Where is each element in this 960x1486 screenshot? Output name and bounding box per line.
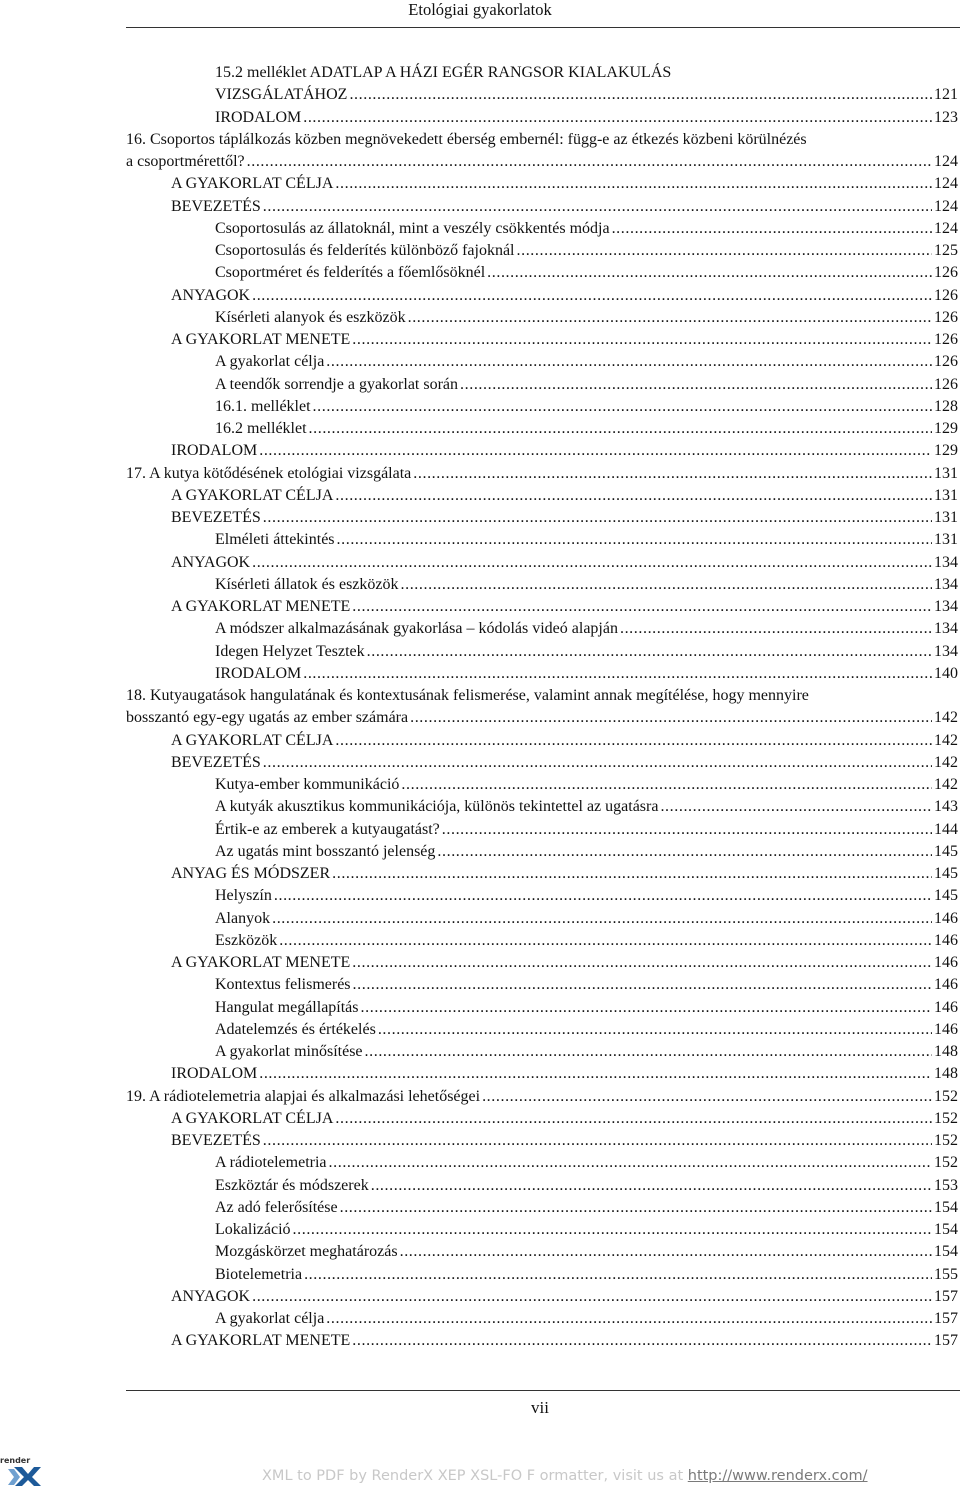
toc-entry[interactable] [126,1063,958,1085]
toc-entry[interactable] [126,952,958,974]
toc-page-number: 131 [934,464,958,482]
toc-page-number: 157 [934,1310,958,1327]
watermark-text: XML to PDF by RenderX XEP XSL-FO F ormatter, visit us at [262,1468,684,1484]
dot-leader [437,841,932,863]
toc-entry-title: Az ugatás mint bosszantó jelenség [215,842,436,860]
toc-entry-title: Az adó felerősítése [215,1198,338,1216]
toc-entry-title: A kutyák akusztikus kommunikációja, különös tekintettel az ugatásra [215,798,659,816]
dot-leader [408,307,932,329]
toc-entry[interactable] [126,974,958,996]
dot-leader [620,618,932,640]
dot-leader [279,930,932,952]
dot-leader [410,707,932,729]
toc-entry[interactable] [126,218,958,240]
dot-leader [349,84,932,106]
toc-page-number: 125 [934,242,958,259]
footer-rule [126,1390,960,1391]
toc-entry-title: Csoportméret és felderítés a főemlősöknél [215,264,486,282]
dot-leader [340,1197,932,1219]
toc-entry[interactable] [126,1019,958,1041]
toc-page-number: 124 [934,197,958,215]
dot-leader [401,774,932,796]
dot-leader [313,396,932,418]
toc-page-number: 131 [934,486,958,504]
toc-page-number: 157 [934,1332,958,1350]
toc-page-number: 142 [934,753,958,771]
dot-leader [309,418,932,440]
dot-leader [252,285,932,307]
toc-entry-title: Eszköztár és módszerek [215,1176,369,1194]
toc-entry[interactable] [126,285,958,307]
toc-page-number: 142 [934,709,958,727]
toc-entry[interactable] [126,930,958,952]
toc-entry[interactable] [126,240,958,262]
dot-leader [326,1308,932,1330]
toc-page-number: 145 [934,842,958,860]
toc-page-number: 145 [934,865,958,882]
renderx-watermark [262,1468,868,1484]
toc-entry[interactable] [126,151,958,173]
dot-leader [413,463,932,485]
toc-entry[interactable] [126,641,958,663]
toc-entry-title: BEVEZETÉS [171,1132,261,1149]
table-of-contents [126,62,958,1353]
toc-entry[interactable] [126,262,958,284]
toc-page-number: 121 [934,86,958,104]
toc-entry-title: Biotelemetria [215,1265,303,1283]
toc-entry-title: 16.1. melléklet [215,397,311,415]
toc-entry[interactable] [126,129,958,151]
toc-entry-title: 19. A rádiotelemetria alapjai és alkalmazási lehetőségei [126,1087,481,1105]
dot-leader [460,374,932,396]
dot-leader [326,351,932,373]
toc-page-number: 124 [934,219,958,237]
dot-leader [263,507,932,529]
toc-entry[interactable] [126,62,958,84]
dot-leader [252,552,932,574]
toc-entry-title: A GYAKORLAT CÉLJA [171,175,334,193]
toc-page-number: 134 [934,620,958,638]
toc-entry-title: A GYAKORLAT MENETE [171,954,351,971]
dot-leader [352,1330,932,1352]
toc-entry-title: A rádiotelemetria [215,1154,327,1172]
dot-leader [335,173,932,195]
toc-entry[interactable] [126,752,958,774]
toc-entry-title: BEVEZETÉS [171,753,261,771]
toc-entry[interactable] [126,1175,958,1197]
toc-entry[interactable] [126,463,958,485]
toc-page-number: 126 [934,286,958,304]
toc-entry[interactable] [126,796,958,818]
toc-entry[interactable] [126,440,958,462]
dot-leader [335,1108,932,1130]
toc-entry[interactable] [126,396,958,418]
header-rule [126,27,960,28]
toc-entry[interactable] [126,685,958,707]
toc-entry-title: Kutya-ember kommunikáció [215,776,400,793]
toc-entry-title: A módszer alkalmazásának gyakorlása – kódolás videó alapján [215,620,618,638]
dot-leader [335,730,932,752]
toc-entry-title: A teendők sorrendje a gyakorlat során [215,375,459,393]
toc-page-number: 123 [934,108,958,126]
dot-leader [361,997,932,1019]
logo-text: render [0,1456,31,1465]
toc-page-number: 131 [934,531,958,549]
dot-leader [304,1264,932,1286]
toc-entry[interactable] [126,196,958,218]
dot-leader [252,1286,932,1308]
toc-entry[interactable] [126,596,958,618]
toc-entry[interactable] [126,374,958,396]
dot-leader [612,218,932,240]
dot-leader [263,1130,932,1152]
toc-page-number: 142 [934,776,958,793]
toc-page-number: 146 [934,1020,958,1038]
toc-entry-title: Kontextus felismerés [215,976,351,994]
toc-entry-title: A GYAKORLAT MENETE [171,598,351,615]
toc-entry[interactable] [126,173,958,195]
dot-leader [352,596,932,618]
dot-leader [247,151,932,173]
toc-entry[interactable] [126,351,958,373]
toc-page-number: 154 [934,1243,958,1261]
toc-entry[interactable] [126,1041,958,1063]
toc-entry[interactable] [126,707,958,729]
toc-page-number: 153 [934,1176,958,1194]
dot-leader [293,1219,932,1241]
toc-entry[interactable] [126,307,958,329]
toc-page-number: 154 [934,1221,958,1238]
toc-entry[interactable] [126,819,958,841]
toc-entry[interactable] [126,1197,958,1219]
toc-entry-title: Idegen Helyzet Tesztek [215,642,365,660]
toc-entry[interactable] [126,1241,958,1263]
toc-entry[interactable] [126,1108,958,1130]
toc-entry-title: ANYAGOK [171,553,251,571]
toc-page-number: 126 [934,308,958,326]
toc-entry[interactable] [126,1219,958,1241]
toc-entry[interactable] [126,1330,958,1352]
toc-page-number: 131 [934,509,958,526]
toc-entry-title: Hangulat megállapítás [215,998,359,1016]
toc-page-number: 148 [934,1065,958,1083]
toc-entry-title: 16. Csoportos táplálkozás közben megnövekedett éberség embernél: függ-e az étkezés közbeni körülnézés [126,130,807,148]
toc-entry-title: A GYAKORLAT CÉLJA [171,486,334,504]
toc-page-number: 144 [934,820,958,838]
toc-page-number: 148 [934,1043,958,1060]
toc-page-number: 146 [934,976,958,994]
toc-entry-title: 16.2 melléklet [215,420,307,437]
toc-entry[interactable] [126,107,958,129]
toc-entry-title: A GYAKORLAT CÉLJA [171,731,334,749]
toc-entry[interactable] [126,885,958,907]
toc-entry-title: A GYAKORLAT CÉLJA [171,1109,334,1127]
toc-entry-title: Alanyok [215,909,271,927]
toc-entry[interactable] [126,507,958,529]
toc-entry-title: A GYAKORLAT MENETE [171,1332,351,1350]
toc-page-number: 129 [934,420,958,437]
toc-entry[interactable] [126,863,958,885]
toc-page-number: 146 [934,954,958,971]
toc-entry-title: A gyakorlat célja [215,353,325,371]
toc-entry[interactable] [126,418,958,440]
toc-entry-title: Kísérleti alanyok és eszközök [215,308,406,326]
toc-page-number: 152 [934,1087,958,1105]
toc-entry-title: bosszantó egy-egy ugatás az ember számára [126,709,409,727]
dot-leader [378,1019,932,1041]
toc-page-number: 155 [934,1265,958,1283]
toc-entry-title: Eszközök [215,931,278,949]
toc-page-number: 146 [934,931,958,949]
dot-leader [365,1041,932,1063]
dot-leader [303,107,932,129]
toc-page-number: 124 [934,153,958,170]
running-header: Etológiai gyakorlatok [408,0,552,19]
toc-page-number: 152 [934,1132,958,1149]
dot-leader [332,863,932,885]
dot-leader [442,819,932,841]
toc-page-number: 124 [934,175,958,193]
toc-entry-title: ANYAGOK [171,286,251,304]
toc-entry[interactable] [126,84,958,106]
toc-entry-title: 17. A kutya kötődésének etológiai vizsgálata [126,464,412,482]
toc-page-number: 152 [934,1109,958,1127]
toc-page-number: 152 [934,1154,958,1172]
toc-entry-title: BEVEZETÉS [171,197,261,215]
toc-entry[interactable] [126,618,958,640]
toc-page-number: 128 [934,397,958,415]
toc-entry-title: Értik-e az emberek a kutyaugatást? [215,820,440,838]
toc-page-number: 126 [934,353,958,371]
dot-leader [367,641,932,663]
dot-leader [263,752,932,774]
toc-entry-title: Adatelemzés és értékelés [215,1020,376,1038]
toc-entry-title: Kísérleti állatok és eszközök [215,575,399,593]
page-number: vii [531,1398,549,1417]
toc-entry[interactable] [126,908,958,930]
toc-entry-title: Elméleti áttekintés [215,531,335,549]
dot-leader [272,908,932,930]
toc-page-number: 126 [934,264,958,282]
toc-entry[interactable] [126,329,958,351]
dot-leader [303,663,932,685]
toc-page-number: 134 [934,553,958,571]
dot-leader [337,529,932,551]
renderx-link[interactable]: http://www.renderx.com/ [687,1468,868,1484]
toc-entry[interactable] [126,1286,958,1308]
toc-entry-title: Mozgáskörzet meghatározás [215,1243,398,1261]
dot-leader [259,440,932,462]
renderx-logo-icon [0,1453,42,1486]
toc-entry[interactable] [126,1086,958,1108]
toc-page-number: 142 [934,731,958,749]
toc-entry-title: VIZSGÁLATÁHOZ [215,86,348,104]
toc-entry[interactable] [126,1264,958,1286]
toc-entry-title: ANYAGOK [171,1287,251,1305]
toc-entry[interactable] [126,841,958,863]
dot-leader [274,885,932,907]
toc-entry-title: IRODALOM [171,442,258,460]
toc-page-number: 134 [934,575,958,593]
toc-entry[interactable] [126,1152,958,1174]
toc-page-number: 154 [934,1198,958,1216]
toc-entry-title: Helyszín [215,887,272,905]
toc-entry[interactable] [126,997,958,1019]
toc-page-number: 126 [934,375,958,393]
dot-leader [329,1152,932,1174]
dot-leader [371,1175,932,1197]
toc-page-number: 140 [934,664,958,682]
toc-entry[interactable] [126,1308,958,1330]
toc-page-number: 143 [934,798,958,816]
toc-entry[interactable] [126,552,958,574]
dot-leader [353,974,932,996]
toc-entry-title: Csoportosulás az állatoknál, mint a veszély csökkentés módja [215,219,610,237]
dot-leader [517,240,933,262]
toc-page-number: 134 [934,642,958,660]
toc-entry-title: A gyakorlat minősítése [215,1043,363,1060]
dot-leader [660,796,932,818]
toc-page-number: 146 [934,909,958,927]
toc-page-number: 134 [934,598,958,615]
toc-page-number: 126 [934,331,958,348]
toc-entry[interactable] [126,485,958,507]
toc-entry-title: IRODALOM [171,1065,258,1083]
toc-page-number: 129 [934,442,958,460]
toc-entry-title: Csoportosulás és felderítés különböző fajoknál [215,242,515,259]
toc-entry-title: 15.2 melléklet ADATLAP A HÁZI EGÉR RANGSOR KIALAKULÁS [215,64,672,81]
toc-entry-title: 18. Kutyaugatások hangulatának és kontextusának felismerése, valamint annak megítélése, hogy mennyire [126,687,809,704]
dot-leader [487,262,932,284]
dot-leader [263,196,932,218]
dot-leader [401,574,933,596]
toc-entry[interactable] [126,574,958,596]
dot-leader [259,1063,932,1085]
dot-leader [352,952,932,974]
toc-entry[interactable] [126,774,958,796]
toc-entry-title: IRODALOM [215,664,302,682]
toc-entry[interactable] [126,663,958,685]
toc-entry-title: Lokalizáció [215,1221,291,1238]
toc-entry-title: A gyakorlat célja [215,1310,325,1327]
dot-leader [335,485,932,507]
toc-entry[interactable] [126,730,958,752]
toc-page-number: 146 [934,998,958,1016]
dot-leader [482,1086,932,1108]
toc-entry-title: IRODALOM [215,108,302,126]
toc-entry-title: ANYAG ÉS MÓDSZER [171,865,331,882]
toc-entry-title: BEVEZETÉS [171,509,261,526]
toc-entry[interactable] [126,1130,958,1152]
dot-leader [352,329,932,351]
toc-entry-title: a csoportmérettől? [126,153,245,170]
toc-entry-title: A GYAKORLAT MENETE [171,331,351,348]
dot-leader [400,1241,932,1263]
toc-entry[interactable] [126,529,958,551]
toc-page-number: 145 [934,887,958,905]
toc-page-number: 157 [934,1287,958,1305]
